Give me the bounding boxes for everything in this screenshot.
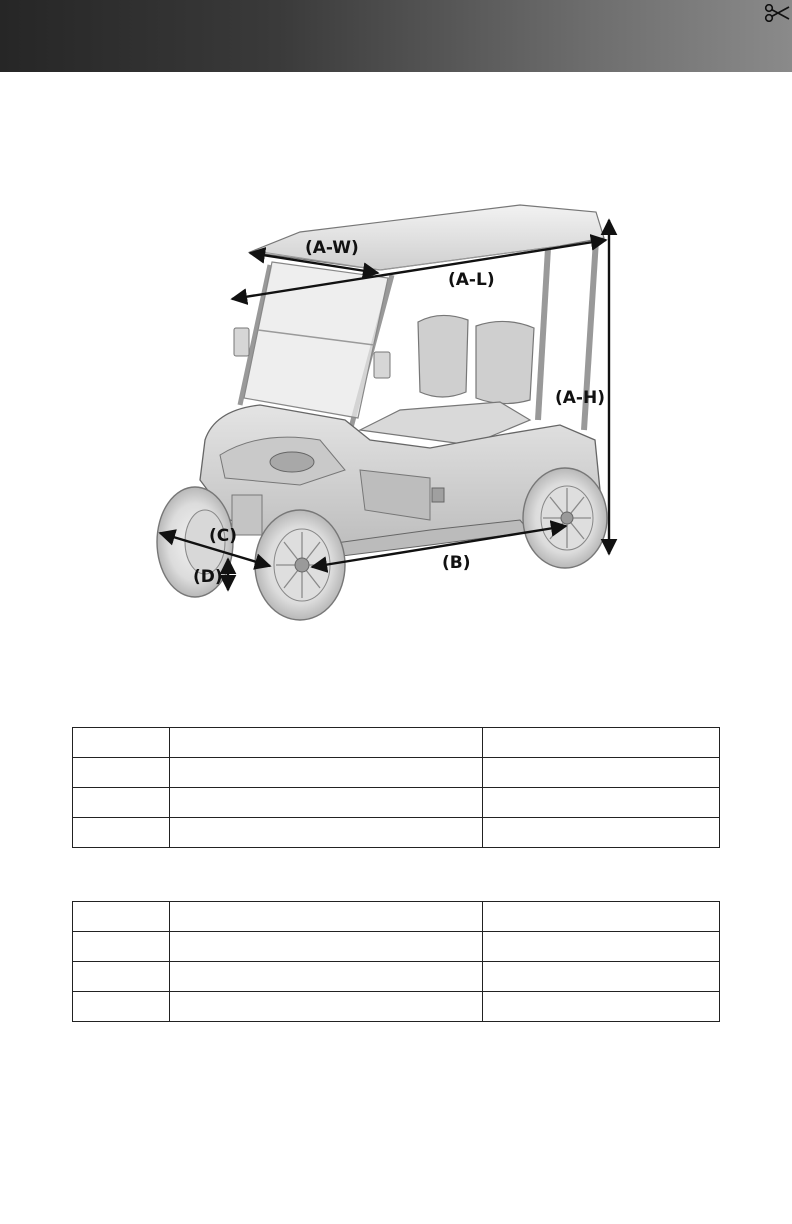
label-ah: (A-H) [555,388,605,408]
table-cell [73,902,170,932]
table-cell [482,728,719,758]
table-cell [482,932,719,962]
table-cell [482,758,719,788]
table-cell [169,788,482,818]
table-cell [73,992,170,1022]
table-cell [73,818,170,848]
table-row [73,728,720,758]
table-cell [169,902,482,932]
table-cell [169,992,482,1022]
label-d: (D) [193,567,223,587]
table-row [73,932,720,962]
table-row [73,902,720,932]
table-row [73,788,720,818]
table-cell [169,728,482,758]
table-row [73,992,720,1022]
table-cell [482,992,719,1022]
label-al: (A-L) [448,270,495,290]
table-cell [169,962,482,992]
table-row [73,818,720,848]
table-row [73,758,720,788]
table-cell [73,788,170,818]
label-c: (C) [209,526,238,546]
table-cell [169,932,482,962]
table-cell [169,758,482,788]
table-cell [73,962,170,992]
header-band [0,0,792,72]
table-cell [482,788,719,818]
table-cell [73,932,170,962]
golf-cart-illustration [157,205,607,620]
table-cell [73,728,170,758]
label-b: (B) [442,553,471,573]
table-row [73,962,720,992]
table-cell [169,818,482,848]
dimensions-table-1 [72,727,720,848]
table-cell [482,902,719,932]
scissors-icon [764,4,790,22]
table-cell [482,818,719,848]
label-aw: (A-W) [305,238,359,258]
golf-cart-dimension-diagram [140,195,640,625]
table-cell [73,758,170,788]
dimensions-table-2 [72,901,720,1022]
table-cell [482,962,719,992]
